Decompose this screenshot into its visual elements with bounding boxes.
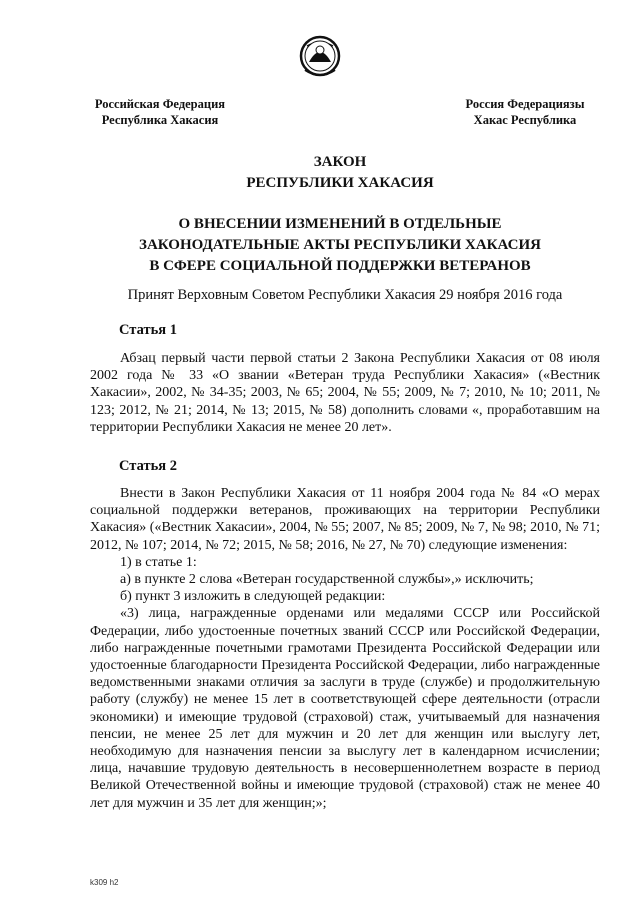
- law-subject: [90, 214, 590, 277]
- header-left: [90, 96, 230, 128]
- law-subject-line2: ЗАКОНОДАТЕЛЬНЫЕ АКТЫ РЕСПУБЛИКИ ХАКАСИЯ: [139, 237, 541, 253]
- coat-of-arms-emblem: [297, 34, 343, 82]
- document-code: k309 h2: [90, 878, 119, 887]
- article-2-item-1b: б) пункт 3 изложить в следующей редакции:: [120, 589, 386, 605]
- header-left-republic: Республика Хакасия: [101, 113, 219, 127]
- header-left-country: Российская Федерация: [94, 97, 226, 111]
- article-1-body: [90, 350, 600, 436]
- header-right-republic: Хакас Республика: [473, 113, 577, 127]
- law-title: [90, 152, 590, 194]
- article-1-text: Абзац первый части первой статьи 2 Закона Республики Хакасия от 08 июля 2002 года № 33 «О звании «Ветеран труда Республики Хакасия» («Вестник Хакасии», 2002, № 34-35; 2003, № 65; 2004, № 55; 2009, № 7; 2010, № 10; 2011, № 123; 2012, № 21; 2014, № 13; 2015, № 58) дополнить словами «, проработавшим на территории Республики Хакасия не менее 20 лет».: [90, 351, 600, 435]
- article-1-heading: Статья 1: [119, 322, 177, 338]
- adoption-statement: Принят Верховным Советом Республики Хакасия 29 ноября 2016 года: [127, 287, 563, 303]
- header-right-country: Россия Федерациязы: [465, 97, 585, 111]
- article-2-item-1: 1) в статье 1:: [120, 554, 197, 570]
- law-title-line2: РЕСПУБЛИКИ ХАКАСИЯ: [246, 175, 434, 191]
- law-subject-line3: В СФЕРЕ СОЦИАЛЬНОЙ ПОДДЕРЖКИ ВЕТЕРАНОВ: [149, 258, 531, 274]
- article-2-heading: Статья 2: [119, 458, 177, 474]
- article-2-item-1a: а) в пункте 2 слова «Ветеран государственной службы»,» исключить;: [120, 572, 534, 588]
- law-title-line1: ЗАКОН: [313, 154, 367, 170]
- law-subject-line1: О ВНЕСЕНИИ ИЗМЕНЕНИЙ В ОТДЕЛЬНЫЕ: [178, 216, 502, 232]
- article-2-body: [90, 485, 600, 812]
- header-right: [455, 96, 595, 128]
- article-2-quoted-text: «3) лица, награжденные орденами или медалями СССР или Российской Федерации, либо удостоенные почетных званий СССР или Российской Федерации, либо награжденные почетными грамотами Президента Российской Федерации или удостоенные благодарности Президента Российской Федерации, либо награжденные ведомственными знаками отличия за заслуги в труде (службе) и продолжительную работу (службу) не менее 15 лет в соответствующей сфере деятельности (отрасли экономики) и имеющие трудовой (страховой) стаж, учитываемый для назначения пенсии, не менее 25 лет для мужчин и 20 лет для женщин или выслугу лет, необходимую для назначения пенсии за выслугу лет в календарном исчислении; лица, начавшие трудовую деятельность в несовершеннолетнем возрасте в период Великой Отечественной войны и имеющие трудовой (страховой) стаж не менее 40 лет для мужчин и 35 лет для женщин;»;: [90, 606, 600, 811]
- article-2-intro: Внести в Закон Республики Хакасия от 11 ноября 2004 года № 84 «О мерах социальной поддержки ветеранов, проживающих на территории Республики Хакасия» («Вестник Хакасии», 2004, № 55; 2007, № 85; 2009, № 7, № 98; 2010, № 71; 2012, № 107; 2014, № 72; 2015, № 58; 2016, № 27, № 70) следующие изменения:: [90, 486, 600, 553]
